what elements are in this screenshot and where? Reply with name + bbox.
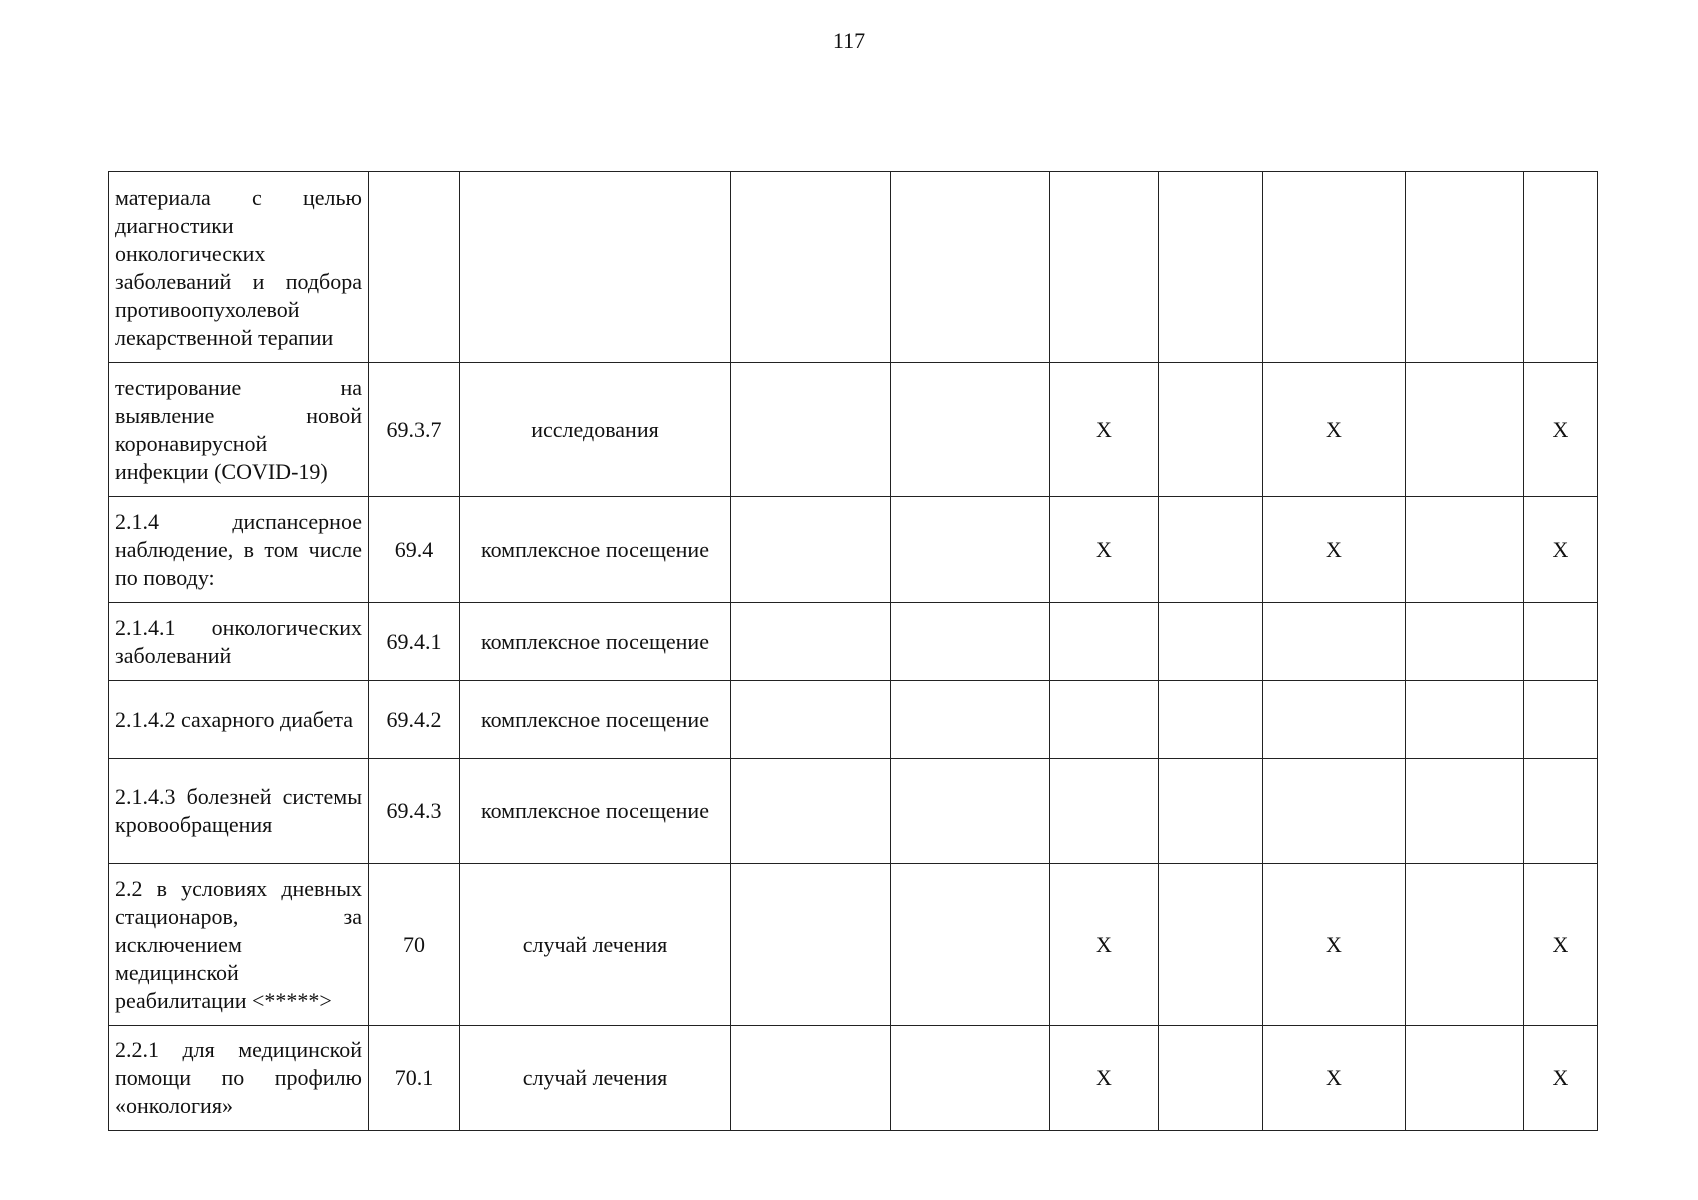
row-name-cell: 2.1.4 диспансерное наблюдение, в том числе по поводу: (109, 497, 369, 603)
value-cell (1050, 759, 1159, 864)
value-cell: X (1263, 497, 1406, 603)
unit-cell: комплексное посещение (460, 497, 731, 603)
value-cell: X (1050, 363, 1159, 497)
code-cell: 70 (369, 864, 460, 1026)
code-cell: 70.1 (369, 1026, 460, 1131)
value-cell (891, 363, 1050, 497)
code-cell: 69.4.1 (369, 603, 460, 681)
value-cell: X (1524, 1026, 1598, 1131)
value-cell (1263, 681, 1406, 759)
value-cell (731, 681, 891, 759)
code-cell (369, 172, 460, 363)
value-cell: X (1263, 363, 1406, 497)
value-cell (891, 1026, 1050, 1131)
row-name-cell: 2.1.4.1 онкологических заболеваний (109, 603, 369, 681)
table-row (109, 363, 1598, 497)
code-cell: 69.4.3 (369, 759, 460, 864)
value-cell (731, 759, 891, 864)
value-cell (1406, 864, 1524, 1026)
unit-cell: случай лечения (460, 1026, 731, 1131)
value-cell (1524, 172, 1598, 363)
value-cell (731, 603, 891, 681)
value-cell: X (1263, 1026, 1406, 1131)
value-cell (1159, 172, 1263, 363)
table-row (109, 172, 1598, 363)
unit-cell: случай лечения (460, 864, 731, 1026)
code-cell: 69.4.2 (369, 681, 460, 759)
page-number: 117 (832, 28, 866, 53)
value-cell: X (1524, 363, 1598, 497)
value-cell (1524, 603, 1598, 681)
data-table (108, 171, 1598, 1131)
value-cell (1524, 759, 1598, 864)
value-cell (1159, 759, 1263, 864)
value-cell (1406, 759, 1524, 864)
value-cell (1406, 172, 1524, 363)
value-cell (731, 1026, 891, 1131)
value-cell (1524, 681, 1598, 759)
row-name-cell: тестирование на выявление новой коронавирусной инфекции (COVID-19) (109, 363, 369, 497)
value-cell: X (1524, 497, 1598, 603)
table-row (109, 681, 1598, 759)
value-cell (1050, 172, 1159, 363)
value-cell (891, 864, 1050, 1026)
value-cell (891, 172, 1050, 363)
value-cell (1159, 603, 1263, 681)
value-cell (1263, 172, 1406, 363)
table-row (109, 603, 1598, 681)
table-row (109, 759, 1598, 864)
code-cell: 69.4 (369, 497, 460, 603)
unit-cell: комплексное посещение (460, 681, 731, 759)
value-cell: X (1050, 497, 1159, 603)
value-cell (1159, 681, 1263, 759)
value-cell (731, 864, 891, 1026)
value-cell (1406, 603, 1524, 681)
value-cell (1159, 864, 1263, 1026)
value-cell (1159, 363, 1263, 497)
value-cell (1406, 363, 1524, 497)
table-row (109, 497, 1598, 603)
value-cell (891, 681, 1050, 759)
value-cell: X (1524, 864, 1598, 1026)
code-cell: 69.3.7 (369, 363, 460, 497)
value-cell (731, 172, 891, 363)
row-name-cell: 2.1.4.3 болезней системы кровообращения (109, 759, 369, 864)
table-row (109, 864, 1598, 1026)
value-cell (731, 363, 891, 497)
row-name-cell: 2.2.1 для медицинской помощи по профилю «онкология» (109, 1026, 369, 1131)
value-cell (891, 759, 1050, 864)
unit-cell: комплексное посещение (460, 603, 731, 681)
value-cell (891, 603, 1050, 681)
value-cell (1159, 497, 1263, 603)
unit-cell: исследования (460, 363, 731, 497)
value-cell (1263, 603, 1406, 681)
row-name-cell: 2.1.4.2 сахарного диабета (109, 681, 369, 759)
value-cell (1159, 1026, 1263, 1131)
unit-cell: комплексное посещение (460, 759, 731, 864)
value-cell (891, 497, 1050, 603)
value-cell: X (1050, 864, 1159, 1026)
row-name-cell: 2.2 в условиях дневных стационаров, за исключением медицинской реабилитации <*****> (109, 864, 369, 1026)
row-name-cell: материала с целью диагностики онкологических заболеваний и подбора противоопухолевой лекарственной терапии (109, 172, 369, 363)
value-cell (1406, 1026, 1524, 1131)
value-cell (731, 497, 891, 603)
value-cell (1406, 497, 1524, 603)
value-cell (1050, 603, 1159, 681)
table-row (109, 1026, 1598, 1131)
value-cell (1406, 681, 1524, 759)
value-cell: X (1050, 1026, 1159, 1131)
value-cell (1263, 759, 1406, 864)
unit-cell (460, 172, 731, 363)
value-cell: X (1263, 864, 1406, 1026)
value-cell (1050, 681, 1159, 759)
